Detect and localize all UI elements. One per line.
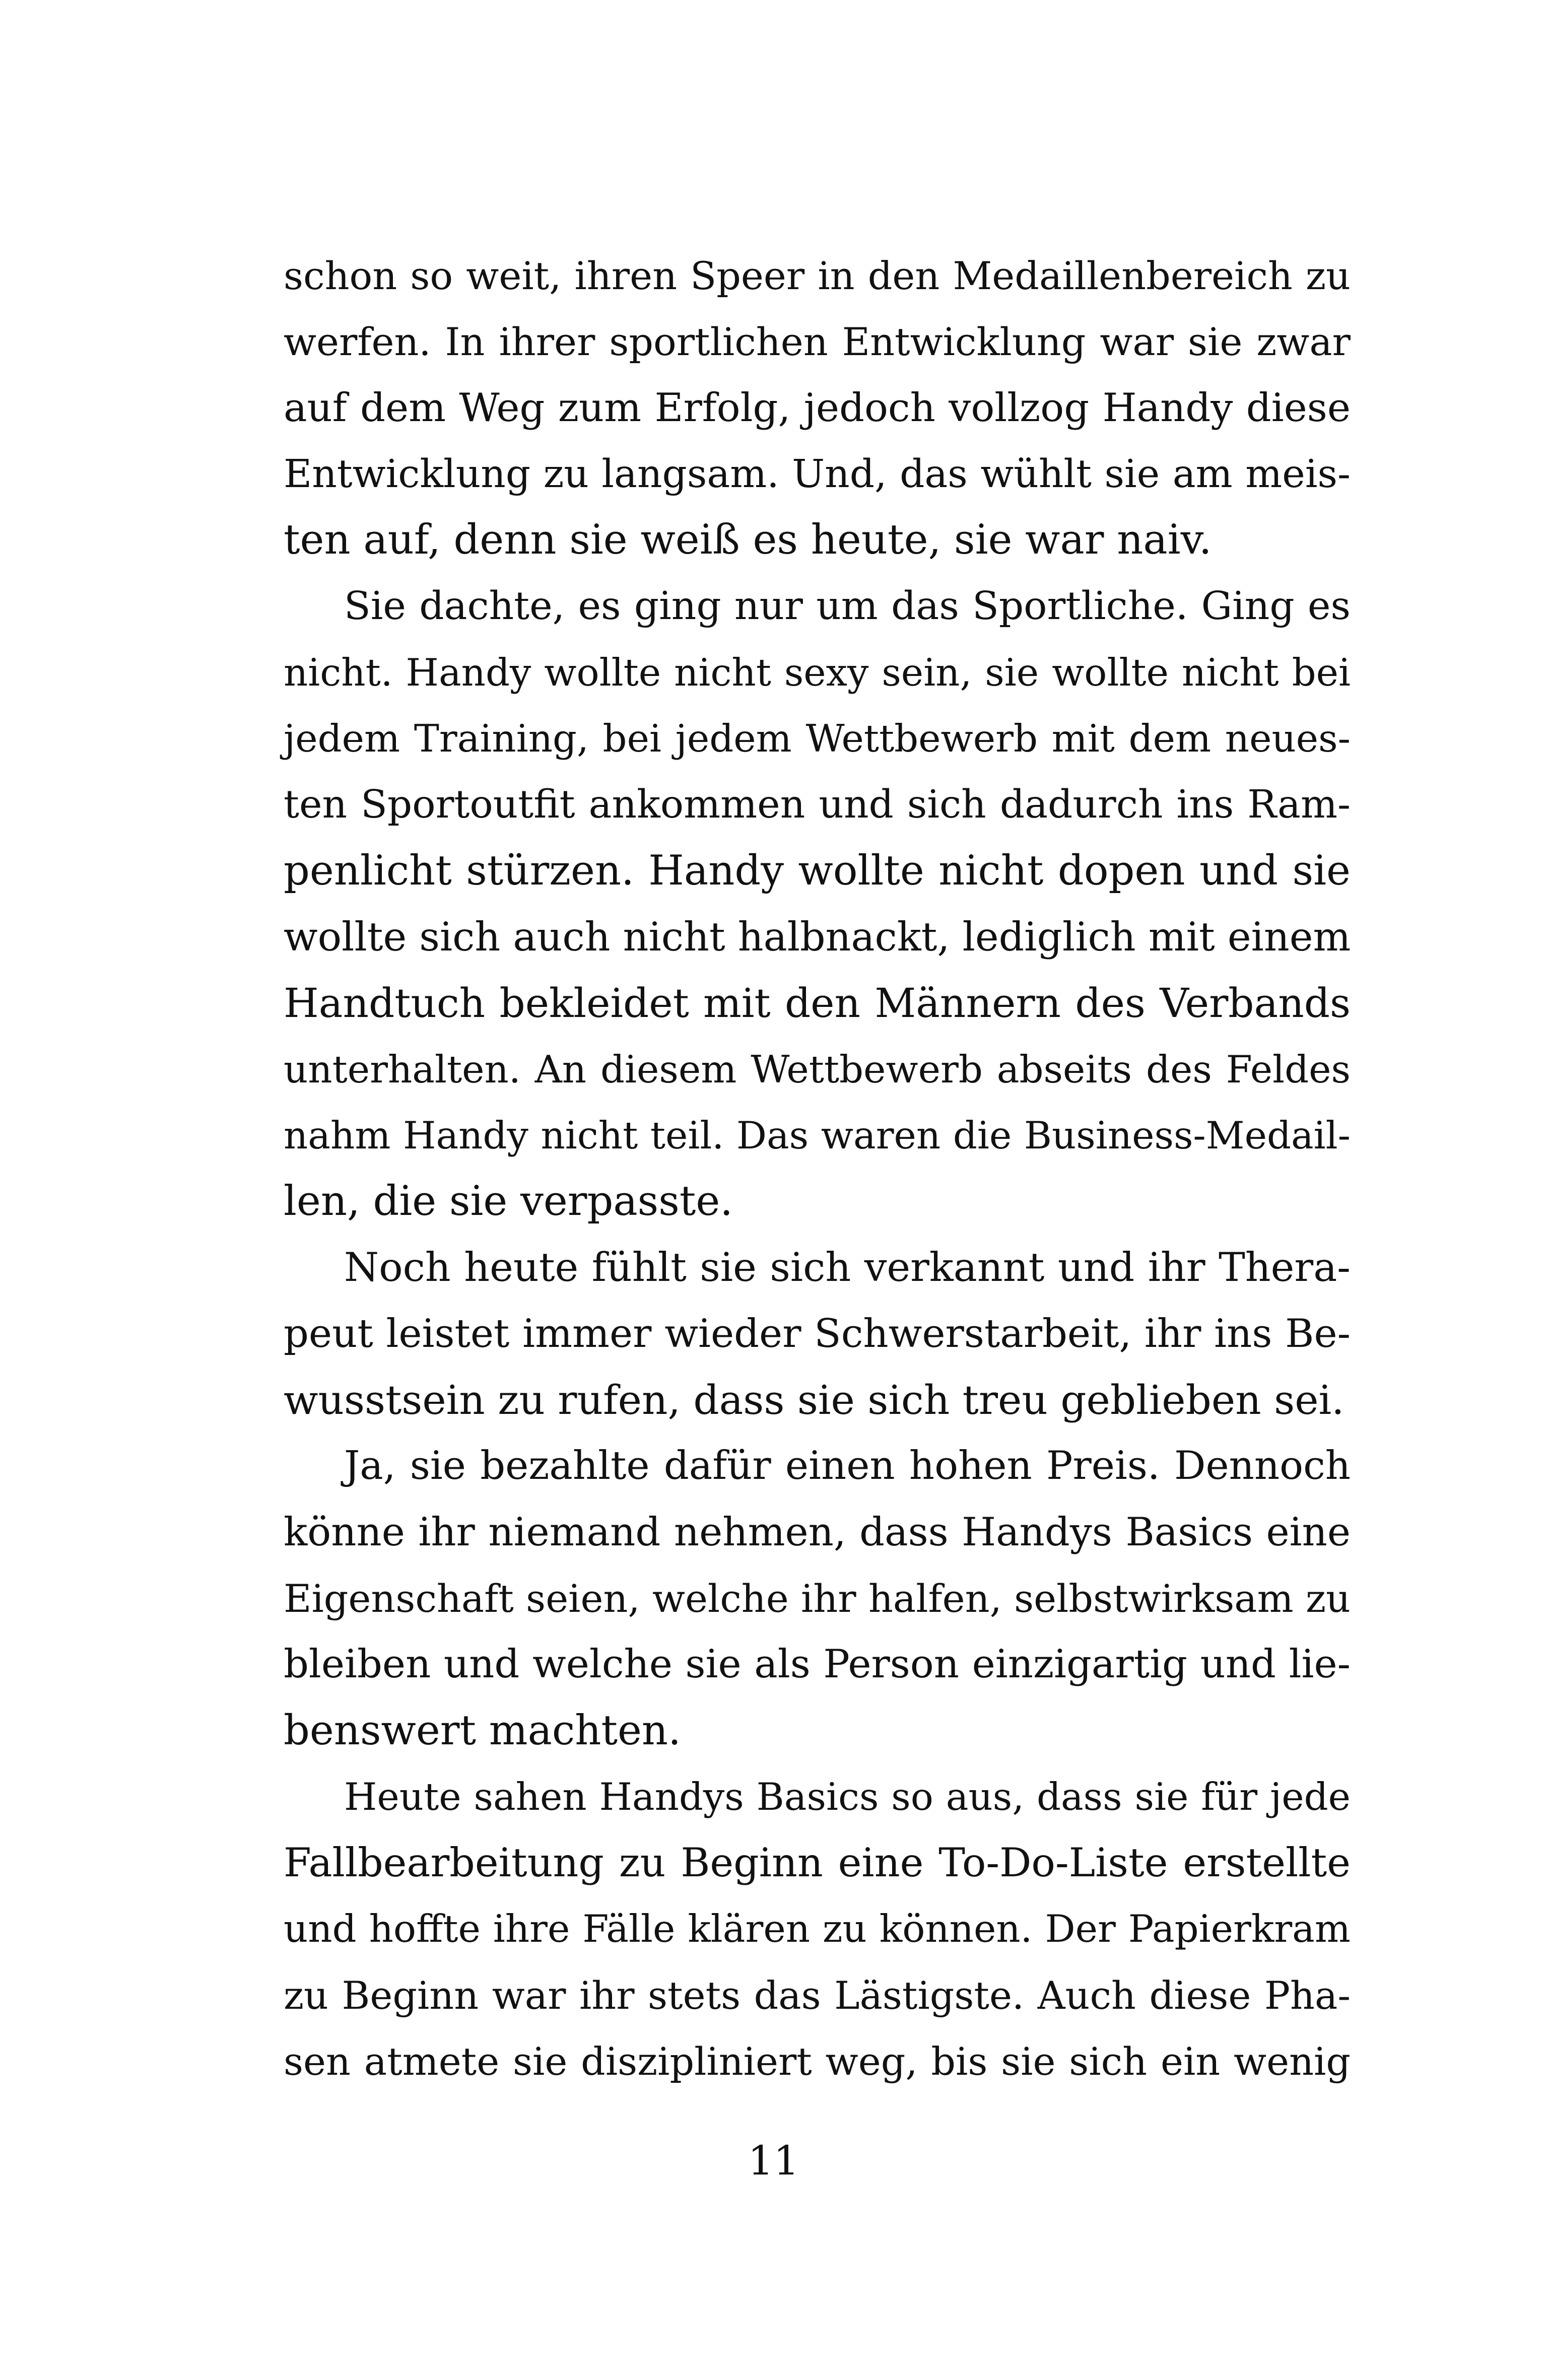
text-line: wusstsein zu rufen, dass sie sich treu geblieben sei.: [284, 1377, 1344, 1424]
text-line: Ja, sie bezahlte dafür einen hohen Preis. Dennoch: [344, 1443, 1351, 1489]
text-line: ten Sportoutfit ankommen und sich dadurch ins Ram-: [284, 782, 1351, 828]
text-line: auf dem Weg zum Erfolg, jedoch vollzog Handy diese: [284, 385, 1351, 431]
text-line: Sie dachte, es ging nur um das Sportliche. Ging es: [344, 584, 1351, 629]
text-line: ten auf, denn sie weiß es heute, sie war naiv.: [284, 516, 1212, 564]
text-line: wollte sich auch nicht halbnackt, lediglich mit einem: [284, 913, 1351, 960]
text-line: zu Beginn war ihr stets das Lästigste. Auch diese Pha-: [284, 1973, 1351, 2018]
text-line: nahm Handy nicht teil. Das waren die Business-Medail-: [284, 1113, 1351, 1158]
text-line: Fallbearbeitung zu Beginn eine To-Do-Liste erstellte: [284, 1840, 1351, 1886]
page-number: 11: [748, 2137, 799, 2184]
text-line: sen atmete sie diszipliniert weg, bis sie sich ein wenig: [284, 2039, 1351, 2084]
text-line: bleiben und welche sie als Person einzigartig und lie-: [284, 1642, 1351, 1687]
text-line: Noch heute fühlt sie sich verkannt und ihr Thera-: [344, 1244, 1351, 1291]
text-line: len, die sie verpasste.: [284, 1178, 733, 1226]
text-line: Entwicklung zu langsam. Und, das wühlt sie am meis-: [284, 451, 1351, 497]
text-line: schon so weit, ihren Speer in den Medaillenbereich zu: [284, 253, 1351, 298]
text-line: könne ihr niemand nehmen, dass Handys Basics eine: [284, 1509, 1351, 1555]
text-line: und hoffte ihre Fälle klären zu können. Der Papierkram: [284, 1907, 1351, 1951]
text-line: unterhalten. An diesem Wettbewerb abseits des Feldes: [284, 1047, 1351, 1092]
text-line: jedem Training, bei jedem Wettbewerb mit dem neues-: [284, 716, 1351, 761]
text-line: Handtuch bekleidet mit den Männern des Verbands: [284, 980, 1351, 1027]
text-line: Eigenschaft seien, welche ihr halfen, selbstwirksam zu: [284, 1576, 1351, 1621]
text-line: nicht. Handy wollte nicht sexy sein, sie wollte nicht bei: [284, 650, 1351, 695]
body-text: [284, 243, 1351, 2094]
text-line: Heute sahen Handys Basics so aus, dass sie für jede: [344, 1774, 1351, 1819]
text-line: benswert machten.: [284, 1707, 681, 1754]
text-line: penlicht stürzen. Handy wollte nicht dopen und sie: [284, 847, 1351, 895]
text-line: peut leistet immer wieder Schwerstarbeit, ihr ins Be-: [284, 1311, 1351, 1356]
text-line: werfen. In ihrer sportlichen Entwicklung war sie zwar: [284, 319, 1351, 365]
